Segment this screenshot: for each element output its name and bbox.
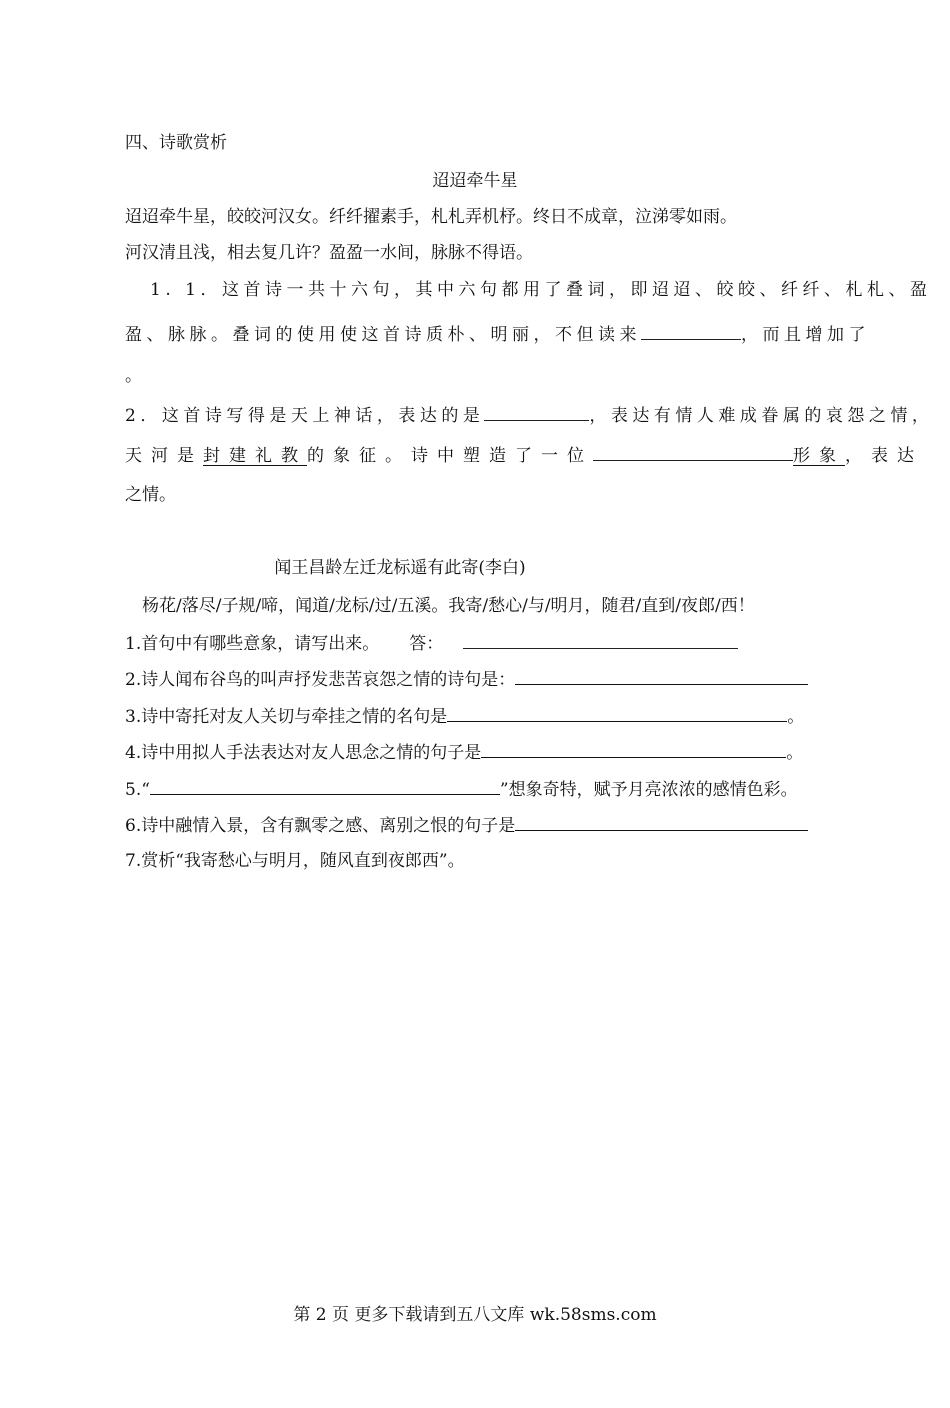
question-4-text: 4.诗中用拟人手法表达对友人思念之情的句子是: [125, 743, 482, 763]
question-4-blank[interactable]: [481, 739, 786, 758]
q1-line3: 。: [125, 366, 142, 386]
question-6-blank[interactable]: [515, 812, 808, 831]
poem1-line1: 迢迢牵牛星，皎皎河汉女。纤纤擢素手，札札弄机杼。终日不成章，泣涕零如雨。: [125, 207, 737, 227]
q2-blank-1[interactable]: [484, 402, 589, 421]
q2-text-c: 天河是: [125, 446, 203, 466]
q2-text-d: 的象征。诗中塑造了一位: [307, 446, 593, 466]
question-1-blank[interactable]: [463, 630, 738, 649]
q2-text-b: ，表达有情人难成眷属的哀怨之情，: [589, 406, 934, 426]
q2-line1: [125, 402, 933, 428]
q1-line1: 1. 1．这首诗一共十六句，其中六句都用了叠词，即迢迢、皎皎、纤纤、札札、盈: [150, 280, 932, 300]
question-7: 7.赏析“我寄愁心与明月，随风直到夜郎西”。: [125, 851, 465, 871]
q2-line3: 之情。: [125, 485, 176, 505]
q2-text-f: ，表达: [845, 446, 923, 466]
poem2-title: 闻王昌龄左迁龙标遥有此寄(李白): [274, 558, 526, 578]
section-heading: 四、诗歌赏析: [125, 133, 227, 153]
q2-blank-2[interactable]: [593, 442, 793, 461]
question-3-text: 3.诗中寄托对友人关切与牵挂之情的名句是: [125, 707, 448, 727]
poem1-title: 迢迢牵牛星: [432, 171, 518, 191]
question-3: [125, 703, 804, 729]
question-4: [125, 739, 803, 765]
question-5-text: ”想象奇特，赋予月亮浓浓的感情色彩。: [499, 780, 798, 800]
q1-text-b: ，而且增加了: [741, 325, 870, 345]
poem2-text: 杨花/落尽/子规/啼，闻道/龙标/过/五溪。我寄/愁心/与/明月，随君/直到/夜郎/西！: [142, 596, 755, 616]
question-5-open: 5.“: [125, 780, 150, 800]
question-1-answer-label: 答：: [409, 634, 444, 654]
q1-line2: [125, 321, 870, 347]
question-1-text: 1.首句中有哪些意象，请写出来。: [125, 634, 380, 654]
q2-text-e: 形象: [793, 446, 845, 466]
page-footer: 第 2 页 更多下载请到五八文库 wk.58sms.com: [293, 1305, 657, 1325]
q2-underlined-term: 封建礼教: [203, 446, 307, 466]
q2-line2: [125, 442, 923, 468]
question-2-blank[interactable]: [515, 666, 808, 685]
question-3-period: 。: [787, 707, 805, 727]
question-5: [125, 776, 798, 802]
q2-text-a: 2．这首诗写得是天上神话，表达的是: [125, 406, 485, 426]
q1-blank-1[interactable]: [641, 321, 741, 340]
question-6-text: 6.诗中融情入景，含有飘零之感、离别之恨的句子是: [125, 816, 516, 836]
poem1-line2: 河汉清且浅，相去复几许？盈盈一水间，脉脉不得语。: [125, 243, 533, 263]
q1-text-a: 盈、脉脉。叠词的使用使这首诗质朴、明丽，不但读来: [125, 325, 641, 345]
question-3-blank[interactable]: [447, 703, 787, 722]
question-2: [125, 666, 808, 692]
question-4-period: 。: [786, 743, 804, 763]
question-2-text: 2.诗人闻布谷鸟的叫声抒发悲苦哀怨之情的诗句是：: [125, 670, 516, 690]
question-5-blank[interactable]: [150, 776, 500, 795]
question-1: [125, 630, 738, 656]
question-6: [125, 812, 808, 838]
